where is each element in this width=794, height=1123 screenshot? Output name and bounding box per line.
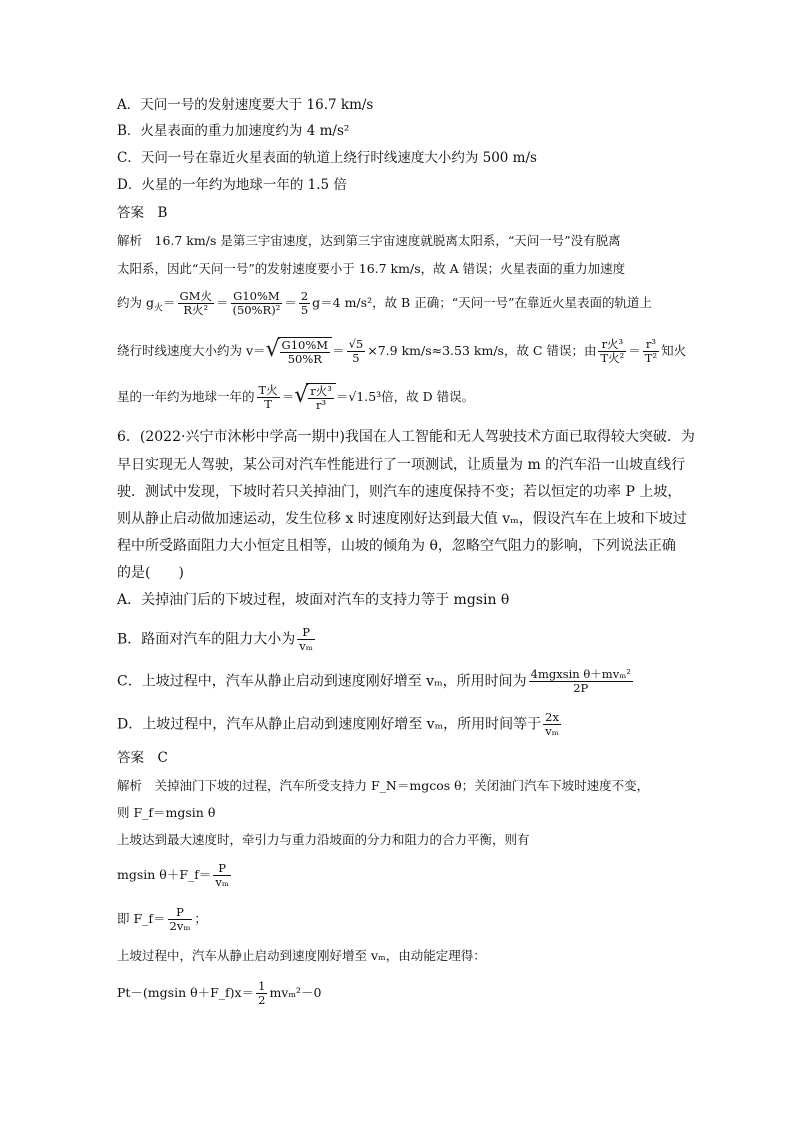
fraction-root5-over-5: [347, 338, 366, 365]
fraction-p-over-2vm: [168, 906, 193, 933]
fraction-in-sqrt: [308, 385, 334, 412]
text: 星的一年约为地球一年的: [117, 389, 255, 404]
text: ；: [194, 911, 207, 926]
q6-analysis-line-4: [117, 862, 677, 889]
fraction-2x-over-vm: [543, 711, 561, 738]
text: C．上坡过程中，汽车从静止启动到速度刚好增至 vₘ，所用时间为: [117, 673, 527, 690]
numerator: 2x: [545, 710, 559, 724]
numerator: P: [297, 626, 315, 640]
equals: ＝: [163, 295, 176, 310]
text: D．上坡过程中，汽车从静止启动到速度刚好增至 vₘ，所用时间等于: [117, 716, 542, 733]
numerator: √ r火³: [310, 384, 332, 398]
q6-analysis-line-6: 上坡过程中，汽车从静止启动到速度刚好增至 vₘ，由动能定理得：: [117, 948, 486, 963]
denominator: 2vₘ: [169, 919, 191, 933]
numerator: 1: [258, 979, 266, 993]
text: 绕行时线速度大小约为 v＝: [117, 343, 266, 358]
fraction-g10m: [231, 290, 283, 317]
denominator: vₘ: [299, 639, 313, 653]
denominator: 5: [300, 303, 309, 317]
sqrt-expression: [266, 337, 333, 366]
denominator: r³: [315, 398, 327, 412]
q6-stem-line-1: 6．(2022·兴宁市沐彬中学高一期中)我国在人工智能和无人驾驶技术方面已取得较大突破．为: [117, 429, 695, 445]
denominator: (50%R)²: [232, 303, 281, 317]
q6-analysis-line-3: 上坡达到最大速度时，牵引力与重力沿坡面的分力和阻力的合力平衡，则有: [117, 832, 530, 847]
text: ×7.9 km/s≈3.53 km/s，故 C 错误；由: [367, 343, 597, 358]
text: 约为 g: [117, 295, 154, 310]
fraction-p-over-vm: [297, 626, 315, 653]
q5-option-b: B．火星表面的重力加速度约为 4 m/s²: [117, 123, 350, 139]
q5-analysis-line-3: 约为 $g_火=$ $\frac{\text{GM火}}{\text{R火²}}$ ＝ $\frac{G10\%M}{\text{(50\%R)²}}$ ＝ $\frac{2}{5}$ g＝4 m/s²，故 B 正确；“天问一号”在靠近火星表面的轨道上: [117, 289, 652, 317]
text: 即 F_f＝: [117, 911, 166, 926]
fraction-t-ratio: [257, 384, 280, 411]
q5-analysis-line-2: 太阳系，因此“天问一号”的发射速度要小于 16.7 km/s，故 A 错误；火星表面的重力加速度: [117, 261, 626, 276]
numerator: P: [213, 862, 231, 876]
text: ＝√1.5³倍，故 D 错误。: [335, 389, 475, 404]
numerator: √ G10%M: [281, 338, 329, 352]
denominator: T火²: [600, 351, 625, 365]
denominator: vₘ: [215, 875, 229, 889]
fraction-two-fifths: [299, 290, 310, 317]
q6-stem-line-4: 则从静止启动做加速运动，发生位移 x 时速度刚好达到最大值 vₘ，假设汽车在上坡和下坡过: [117, 511, 687, 527]
fraction-r3-over-t2-mars: [598, 338, 626, 365]
q6-stem-line-6: 的是( ): [117, 565, 184, 581]
denominator: 2: [258, 993, 266, 1007]
q5-analysis-line-4: 绕行时线速度大小约为 v＝ √ $\frac{G10\%M}{50\%R}$ ＝ $\frac{√5}{5}$ ×7.9 km/s≈3.53 km/s，故 C 错误；由 $\frac{\text{r火³}}{\text{T火²}}$ ＝ $\frac{\text{r³}}{\text{T²}}$ 知火: [117, 337, 677, 366]
denominator: T: [264, 397, 272, 411]
numerator: GM火: [179, 289, 212, 303]
q5-answer: 答案 B: [117, 205, 168, 221]
text: Pt－(mgsin θ＋F_f)x＝: [117, 985, 255, 1000]
q6-analysis-line-2: 则 F_f＝mgsin θ: [117, 805, 216, 820]
q6-analysis-line-5: [117, 906, 677, 933]
q6-stem-line-5: 程中所受路面阻力大小恒定且相等，山坡的倾角为 θ，忽略空气阻力的影响，下列说法正确: [117, 538, 676, 554]
q6-analysis-line-1: 解析 关掉油门下坡的过程，汽车所受支持力 F_N＝mgcos θ；关闭油门汽车下坡时速度不变，: [117, 778, 650, 793]
fraction-time-c: [529, 668, 633, 695]
denominator: R火²: [183, 303, 209, 317]
numerator: √5: [348, 337, 364, 351]
fraction-one-half: [256, 980, 267, 1007]
denominator: 5: [352, 351, 360, 365]
fraction-in-sqrt: [280, 339, 331, 366]
q5-option-c: C．天问一号在靠近火星表面的轨道上绕行时线速度大小约为 500 m/s: [117, 150, 537, 166]
q5-analysis-line-1: 解析 16.7 km/s 是第三宇宙速度，达到第三宇宙速度就脱离太阳系，“天问一号”没有脱离: [117, 233, 621, 248]
q6-option-b: [117, 626, 677, 653]
denominator: T²: [644, 351, 658, 365]
text: mgsin θ＋F_f＝: [117, 867, 212, 882]
text: mvₘ²－0: [269, 985, 322, 1000]
q6-answer: 答案 C: [117, 750, 168, 766]
sqrt-expression: [294, 383, 336, 412]
denominator: 2P: [573, 681, 589, 695]
numerator: G10%M: [231, 290, 283, 304]
numerator: 2: [300, 289, 309, 303]
q6-stem-line-3: 驶．测试中发现，下坡时若只关掉油门，则汽车的速度保持不变；若以恒定的功率 P 上坡，: [117, 484, 682, 500]
numerator: r³: [643, 338, 659, 352]
q6-analysis-line-7: [117, 980, 677, 1007]
fraction-gm-over-r2: [178, 290, 214, 317]
denominator: 50%R: [287, 352, 322, 366]
q5-option-a: A．天问一号的发射速度要大于 16.7 km/s: [117, 97, 374, 113]
q6-option-c: [117, 668, 677, 695]
numerator: P: [168, 906, 193, 920]
denominator: vₘ: [545, 724, 559, 738]
q6-stem-line-2: 早日实现无人驾驶，某公司对汽车性能进行了一项测试，让质量为 m 的汽车沿一山坡直线行: [117, 457, 686, 473]
text: 知火: [661, 343, 687, 358]
q5-analysis-line-5: 星的一年约为地球一年的 $\frac{\text{T火}}{T}$ ＝ √ $\frac{\text{r火³}}{\text{r³}}$ ＝√1.5³倍，故 D 错误。: [117, 383, 677, 412]
text: B．路面对汽车的阻力大小为: [117, 631, 296, 648]
q6-option-a: A．关掉油门后的下坡过程，坡面对汽车的支持力等于 mgsin θ: [117, 592, 510, 608]
numerator: T火: [258, 383, 278, 397]
numerator: r火³: [598, 338, 626, 352]
subscript: 火: [153, 303, 163, 314]
fraction-r3-over-t2: [643, 338, 659, 365]
fraction-p-over-vm: [213, 862, 231, 889]
numerator: 4mgxsin θ＋mvₘ²: [530, 667, 631, 681]
text: g＝4 m/s²，故 B 正确；“天问一号”在靠近火星表面的轨道上: [312, 295, 652, 310]
q6-option-d: [117, 711, 677, 738]
q5-option-d: D．火星的一年约为地球一年的 1.5 倍: [117, 177, 347, 193]
